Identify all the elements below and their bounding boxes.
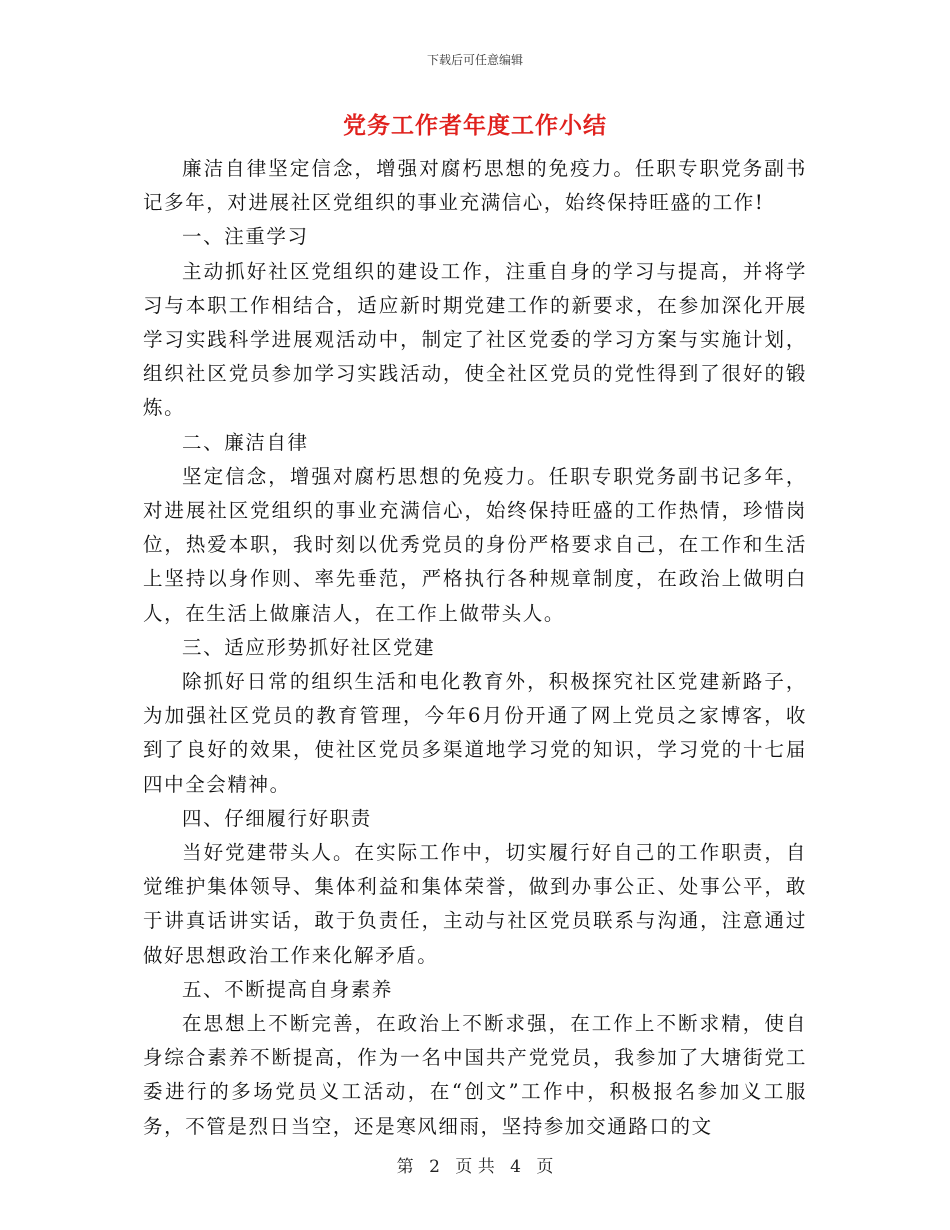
footer-total-pages: 4 <box>510 1157 521 1177</box>
footer-middle: 页 共 <box>455 1157 495 1177</box>
footer-prefix: 第 <box>396 1157 414 1177</box>
section-heading-5: 五、不断提高自身素养 <box>182 977 394 1001</box>
section-heading-2: 二、廉洁自律 <box>182 430 309 454</box>
paragraph-intro: 廉洁自律坚定信念，增强对腐朽思想的免疫力。任职专职党务副书记多年，对进展社区党组织的事业充满信心，始终保持旺盛的工作! <box>143 157 807 215</box>
section-heading-1: 一、注重学习 <box>182 225 309 249</box>
page-header: 下载后可任意编辑 <box>426 53 523 67</box>
footer-current-page: 2 <box>429 1157 440 1177</box>
footer-suffix: 页 <box>536 1157 554 1177</box>
paragraph-1: 主动抓好社区党组织的建设工作，注重自身的学习与提高，并将学习与本职工作相结合，适应新时期党建工作的新要求，在参加深化开展学习实践科学进展观活动中，制定了社区党委的学习方案与实施计划，组织社区党员参加学习实践活动，使全社区党员的党性得到了很好的锻炼。 <box>143 259 807 420</box>
page-footer <box>0 1156 950 1178</box>
paragraph-4: 当好党建带头人。在实际工作中，切实履行好自己的工作职责，自觉维护集体领导、集体利益和集体荣誉，做到办事公正、处事公平，敢于讲真话讲实话，敢于负责任，主动与社区党员联系与沟通，注意通过做好思想政治工作来化解矛盾。 <box>143 841 807 967</box>
document-title: 党务工作者年度工作小结 <box>343 112 607 139</box>
section-heading-4: 四、仔细履行好职责 <box>182 806 372 830</box>
paragraph-2: 坚定信念，增强对腐朽思想的免疫力。任职专职党务副书记多年，对进展社区党组织的事业充满信心，始终保持旺盛的工作热情，珍惜岗位，热爱本职，我时刻以优秀党员的身份严格要求自己，在工作和生活上坚持以身作则、率先垂范，严格执行各种规章制度，在政治上做明白人，在生活上做廉洁人，在工作上做带头人。 <box>143 464 807 625</box>
section-heading-3: 三、适应形势抓好社区党建 <box>182 635 436 659</box>
paragraph-5: 在思想上不断完善，在政治上不断求强，在工作上不断求精，使自身综合素养不断提高，作为一名中国共产党党员，我参加了大塘街党工委进行的多场党员义工活动，在“创文”工作中，积极报名参加义工服务，不管是烈日当空，还是寒风细雨，坚持参加交通路口的文 <box>143 1012 807 1138</box>
paragraph-3: 除抓好日常的组织生活和电化教育外，积极探究社区党建新路子，为加强社区党员的教育管理，今年6月份开通了网上党员之家博客，收到了良好的效果，使社区党员多渠道地学习党的知识，学习党的十七届四中全会精神。 <box>143 670 807 796</box>
document-body <box>143 152 807 1144</box>
